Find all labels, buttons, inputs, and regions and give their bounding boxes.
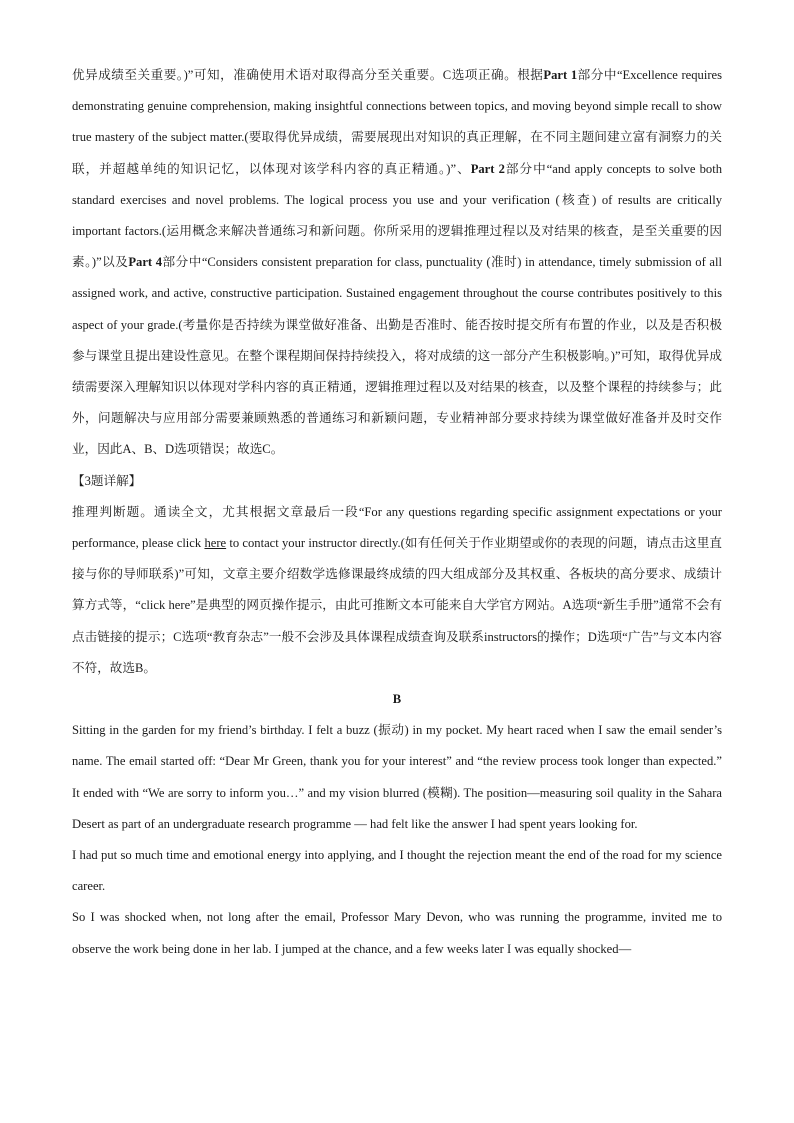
passage-paragraph-1: Sitting in the garden for my friend’s birthday. I felt a buzz (振动) in my pocket. My heart raced when I saw the email sender’s name. The email started off: “Dear Mr Green, thank you for your interest” and “the review process took longer than expected.” It ended with “We are sorry to inform you…” and my vision blurred (模糊). The position—measuring soil quality in the Sahara Desert as part of an undergraduate research programme — had felt like the answer I had spent years looking for. xyxy=(72,723,722,831)
explanation-text: to contact your instructor directly.(如有任何关于作业期望或你的表现的问题，请点击这里直接与你的导师联系)”可知，文章主要介绍数学选修课最终成绩的四大组成部分及其权重、各板块的高分要求、成绩计算方式等，“click here”是典型的网页操作提示，由此可推断文本可能来自大学官方网站。A选项“新生手册”通常不会有点击链接的提示；C选项“教育杂志”一般不会涉及具体课程成绩查询及联系instructors的操作；D选项“广告”与文本内容不符，故选B。 xyxy=(72,536,722,675)
explanation-text: 推理判断题。通读全文，尤其根据文章最后一段“For any questions regarding specific assignment expectations or your performance, please click xyxy=(72,504,722,551)
part-1-label: Part 1 xyxy=(543,68,578,82)
question-3-explanation xyxy=(72,497,722,684)
passage-paragraph-2: I had put so much time and emotional energy into applying, and I thought the rejection meant the end of the road for my science career. xyxy=(72,848,722,894)
section-b-title: B xyxy=(392,692,402,707)
answer-text: 部分中“Excellence requires demonstrating genuine comprehension, making insightful connections between topics, and moving beyond simple recall to show true mastery of the subject matter.(要取得优异成绩，需要展现出对知识的真正理解，在不同主题间建立富有洞察力的关联，并超越单纯的知识记忆，以体现对该学科内容的真正精通。)”、 xyxy=(72,68,723,176)
answer-text: 优异成绩至关重要。)”可知，准确使用术语对取得高分至关重要。C选项正确。根据 xyxy=(72,68,544,82)
answer-text: 部分中“and apply concepts to solve both standard exercises and novel problems. The logical process you use and your verification (核查) of results are critically important factors.(运用概念来解决普通练习和新问题。你所采用的逻辑推理过程以及对结果的核查，是至关重要的因素。)”以及 xyxy=(72,161,723,270)
passage-paragraph-3: So I was shocked when, not long after the email, Professor Mary Devon, who was running the programme, invited me to observe the work being done in her lab. I jumped at the chance, and a few weeks later I was equally shocked— xyxy=(72,910,722,956)
here-link[interactable]: here xyxy=(204,536,227,551)
answer-paragraph xyxy=(72,60,722,466)
answer-text: 部分中“Considers consistent preparation for class, punctuality (准时) in attendance, timely submission of all assigned work, and active, constructive participation. Sustained engagement throughout the course contributes positively to this aspect of your grade.(考量你是否持续为课堂做好准备、出勤是否准时、能否按时提交所有布置的作业，以及是否积极参与课堂且提出建设性意见。在整个课程期间保持持续投入，将对成绩的这一部分产生积极影响。)”可知，取得优异成绩需要深入理解知识以体现对学科内容的真正精通，逻辑推理过程以及对结果的核查，以及整个课程的持续参与；此外，问题解决与应用部分需要兼顾熟悉的普通练习和新颖问题，专业精神部分要求持续为课堂做好准备并及时交作业，因此A、B、D选项错误；故选C。 xyxy=(72,255,723,457)
question-3-heading: 【3题详解】 xyxy=(72,473,142,488)
document-page xyxy=(72,60,722,965)
part-2-label: Part 2 xyxy=(470,161,505,176)
part-4-label: Part 4 xyxy=(128,255,163,270)
